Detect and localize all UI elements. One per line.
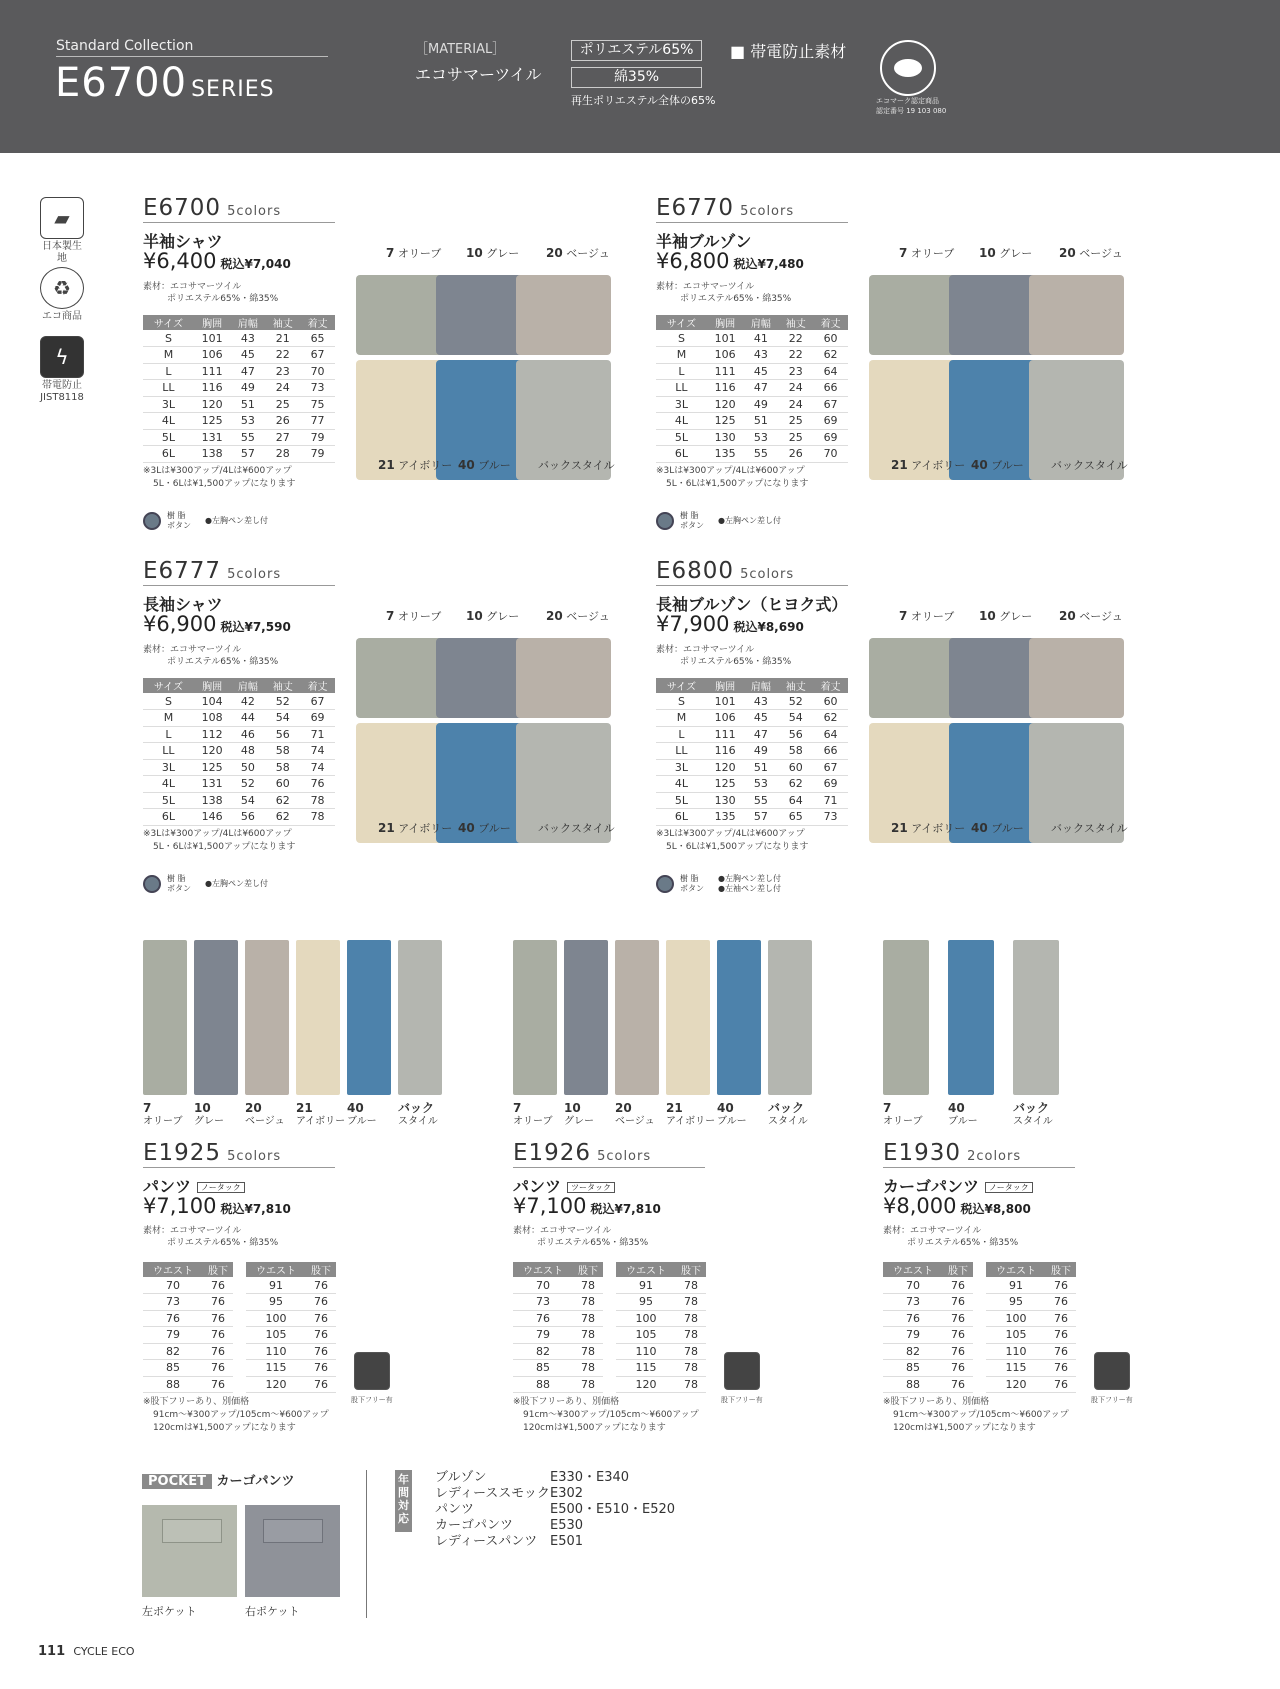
table-row: 3L 120 51 25 75 [143,396,335,413]
size-note: ※股下フリーあり、別価格 91cm〜¥300アップ/105cm〜¥600アップ 120cmは¥1,500アップになります [883,1397,1069,1433]
year-round-item: パンツ E500・E510・E520 [435,1502,676,1517]
pants-swatch [347,940,391,1095]
color-label: 40 ブルー [717,1101,747,1127]
table-row: 120 76 [246,1376,336,1393]
right-pocket-image [245,1505,340,1597]
table-row: 73 78 [513,1294,603,1311]
color-label: 40 ブルー [347,1101,377,1127]
color-label: 20 ベージュ [615,1101,655,1127]
product-price: ¥6,400 税込¥7,040 [143,249,291,273]
table-row: 115 76 [246,1360,336,1377]
table-row: 76 76 [883,1310,973,1327]
table-row: 100 78 [616,1310,706,1327]
table-row: 4L 125 53 62 69 [656,776,848,793]
size-table-left: ウエスト 股下 70 78 73 78 76 78 79 78 82 78 85 78 88 78 [513,1262,603,1393]
table-row: 120 76 [986,1376,1076,1393]
code-underline [656,222,848,223]
lightning-icon: ϟ [40,336,84,378]
product-code: E1926 5colors [513,1140,652,1166]
color-label: 7 オリーブ [883,1101,923,1127]
recycled-note: 再生ポリエステル全体の65% [571,94,716,107]
year-round-item: カーゴパンツ E530 [435,1518,584,1533]
pants-swatch [666,940,710,1095]
table-row: 91 76 [246,1277,336,1294]
page-footer: 111 CYCLE ECO [38,1644,135,1659]
table-row: S 101 43 52 60 [656,693,848,710]
table-row: 88 78 [513,1376,603,1393]
left-pocket-label: 左ポケット [142,1605,197,1618]
product-price: ¥7,900 税込¥8,690 [656,612,804,636]
button-type: 樹 脂 ボタン ●左胸ペン差し付 [143,874,268,894]
table-row: LL 116 49 24 73 [143,380,335,397]
code-underline [143,585,335,586]
pants-swatch [883,940,929,1095]
color-label: 10 グレー [979,609,1033,623]
color-label: バック スタイル [768,1101,808,1127]
color-label: 20 ベージュ [546,609,610,623]
table-row: 82 78 [513,1343,603,1360]
pants-swatch [564,940,608,1095]
product-name: カーゴパンツ ノータック [883,1174,1033,1197]
divider [366,1470,367,1618]
pants-swatch [615,940,659,1095]
product-code: E1925 5colors [143,1140,282,1166]
table-row: 3L 120 49 24 67 [656,396,848,413]
table-row: 120 78 [616,1376,706,1393]
pants-swatch [717,940,761,1095]
table-row: 110 76 [986,1343,1076,1360]
product-e1926 [513,940,873,1440]
table-row: 85 76 [143,1360,233,1377]
pants-swatch [296,940,340,1095]
color-label: 20 ベージュ [1059,246,1123,260]
table-row: 6L 138 57 28 79 [143,446,335,463]
table-row: 115 76 [986,1360,1076,1377]
table-row: 3L 120 51 60 67 [656,759,848,776]
table-row: LL 120 48 58 74 [143,743,335,760]
button-icon [143,512,161,530]
color-label: 21 アイボリー [378,458,453,472]
table-row: 4L 125 53 26 77 [143,413,335,430]
table-row: 95 78 [616,1294,706,1311]
table-row: 110 76 [246,1343,336,1360]
size-note: ※股下フリーあり、別価格 91cm〜¥300アップ/105cm〜¥600アップ 120cmは¥1,500アップになります [143,1397,329,1433]
product-e6800 [656,558,1156,893]
pants-swatch [768,940,812,1095]
fabric-cotton: 綿35% [571,67,702,88]
table-row: 82 76 [883,1343,973,1360]
pants-swatch [948,940,994,1095]
code-underline [656,585,848,586]
table-row: 85 78 [513,1360,603,1377]
size-note: ※3Lは¥300アップ/4Lは¥600アップ 5L・6Lは¥1,500アップになります [656,829,809,852]
fabric-roll-icon: ▰ [40,197,84,239]
table-row: 5L 138 54 62 78 [143,792,335,809]
product-name: 半袖シャツ [143,232,223,251]
size-table: サイズ 胸囲 肩幅 袖丈 着丈 S 101 43 52 60 M 106 45 54 62 L 111 47 56 64 LL 116 49 58 66 3L 120 51 60 67 4L 125 53 62 69 5L 130 55 64 71 6L 135 57 65 73 [656,678,848,826]
color-label: 40 ブルー [458,821,511,835]
material-note: 素材：エコサマーツイル ポリエステル65%・綿35% [513,1226,649,1248]
table-row: 79 76 [143,1327,233,1344]
garment-swatch [1029,275,1124,355]
product-e1925 [143,940,503,1440]
color-label: 40 ブルー [971,821,1024,835]
product-price: ¥7,100 税込¥7,810 [143,1194,291,1218]
color-label: 40 ブルー [971,458,1024,472]
table-row: 73 76 [883,1294,973,1311]
color-label: 10 グレー [466,246,520,260]
table-row: L 112 46 56 71 [143,726,335,743]
size-table: サイズ 胸囲 肩幅 袖丈 着丈 S 101 43 21 65 M 106 45 22 67 L 111 47 23 70 LL 116 49 24 73 3L 120 51 25 75 4L 125 53 26 77 5L 131 55 27 79 6L 138 57 28 79 [143,315,335,463]
size-table-left: ウエスト 股下 70 76 73 76 76 76 79 76 82 76 85 76 88 76 [883,1262,973,1393]
pants-length-icon [724,1352,760,1390]
material-name: エコサマーツイル [415,65,542,84]
pants-swatch [1013,940,1059,1095]
material-note: 素材：エコサマーツイル ポリエステル65%・綿35% [883,1226,1019,1248]
table-row: 6L 135 57 65 73 [656,809,848,826]
table-row: 79 76 [883,1327,973,1344]
product-code: E6700 5colors [143,195,282,221]
table-row: M 106 45 22 67 [143,347,335,364]
table-row: 85 76 [883,1360,973,1377]
recycle-icon: ♻ [40,267,84,309]
button-type: 樹 脂 ボタン ●左胸ペン差し付 [656,511,781,531]
table-row: 5L 131 55 27 79 [143,429,335,446]
color-label: 20 ベージュ [1059,609,1123,623]
color-label: 21 アイボリー [891,458,966,472]
product-name: パンツ ツータック [513,1174,615,1197]
color-label: 21 アイボリー [891,821,966,835]
table-row: 105 78 [616,1327,706,1344]
table-row: LL 116 49 58 66 [656,743,848,760]
product-code: E6770 5colors [656,195,795,221]
color-label: 7 オリーブ [386,246,442,260]
table-row: 115 78 [616,1360,706,1377]
table-row: 70 76 [883,1277,973,1294]
size-note: ※3Lは¥300アップ/4Lは¥600アップ 5L・6Lは¥1,500アップになります [143,829,296,852]
size-note: ※3Lは¥300アップ/4Lは¥600アップ 5L・6Lは¥1,500アップになります [656,466,809,489]
table-row: 5L 130 53 25 69 [656,429,848,446]
collection-label: Standard Collection [56,38,328,57]
year-round-item: レディーススモックE302 [435,1486,584,1501]
free-length-label: 股下フリー有 [351,1396,393,1404]
table-row: 95 76 [986,1294,1076,1311]
product-e6700 [143,195,643,530]
color-label: バックスタイル [1051,822,1128,835]
size-table: サイズ 胸囲 肩幅 袖丈 着丈 S 104 42 52 67 M 108 44 54 69 L 112 46 56 71 LL 120 48 58 74 3L 125 50 58 74 4L 131 52 60 76 5L 138 54 62 78 6L 146 56 62 78 [143,678,335,826]
free-length-label: 股下フリー有 [721,1396,763,1404]
color-label: バックスタイル [538,459,615,472]
table-row: 91 76 [986,1277,1076,1294]
table-row: 105 76 [246,1327,336,1344]
color-label: 7 オリーブ [143,1101,183,1127]
table-row: S 104 42 52 67 [143,693,335,710]
pants-swatch [513,940,557,1095]
table-row: 6L 135 55 26 70 [656,446,848,463]
product-name: 長袖ブルゾン（ヒヨク式） [656,595,848,614]
table-row: L 111 47 23 70 [143,363,335,380]
size-note: ※3Lは¥300アップ/4Lは¥600アップ 5L・6Lは¥1,500アップになります [143,466,296,489]
product-price: ¥6,900 税込¥7,590 [143,612,291,636]
size-table-left: ウエスト 股下 70 76 73 76 76 76 79 76 82 76 85 76 88 76 [143,1262,233,1393]
table-row: 3L 125 50 58 74 [143,759,335,776]
eco-mark-icon [880,40,936,96]
table-row: M 106 43 22 62 [656,347,848,364]
color-label: 40 ブルー [458,458,511,472]
year-round-tag: 年間対応 [395,1470,412,1532]
product-e6770 [656,195,1156,530]
badge-antistatic: ϟ 帯電防止 JIST8118 [38,336,86,404]
button-type: 樹 脂 ボタン ●左胸ペン差し付 [143,511,268,531]
size-table-right: ウエスト 股下 91 76 95 76 100 76 105 76 110 76 115 76 120 76 [986,1262,1076,1393]
color-label: 21 アイボリー [666,1101,716,1127]
color-label: 7 オリーブ [899,609,955,623]
color-label: バック スタイル [398,1101,438,1127]
pocket-title: POCKET カーゴパンツ [142,1470,295,1489]
product-name: 半袖ブルゾン [656,232,752,251]
color-label: 20 ベージュ [546,246,610,260]
product-code: E1930 2colors [883,1140,1022,1166]
product-e1930 [883,940,1243,1440]
table-row: 110 78 [616,1343,706,1360]
color-label: 7 オリーブ [386,609,442,623]
garment-swatch [516,638,611,718]
year-round-item: ブルゾン E330・E340 [435,1470,630,1485]
table-row: 73 76 [143,1294,233,1311]
eco-mark-text: エコマーク認定商品 認定番号 19 103 080 [876,97,947,115]
code-underline [143,1167,335,1168]
size-table: サイズ 胸囲 肩幅 袖丈 着丈 S 101 41 22 60 M 106 43 22 62 L 111 45 23 64 LL 116 47 24 66 3L 120 49 24 67 4L 125 51 25 69 5L 130 53 25 69 6L 135 55 26 70 [656,315,848,463]
button-type: 樹 脂 ボタン ●左胸ペン差し付 ●左袖ペン差し付 [656,874,781,894]
color-label: 21 アイボリー [296,1101,346,1127]
table-row: L 111 47 56 64 [656,726,848,743]
color-label: 10 グレー [466,609,520,623]
fabric-polyester: ポリエステル65% [571,40,702,61]
table-row: 100 76 [986,1310,1076,1327]
left-pocket-image [142,1505,237,1597]
table-row: 91 78 [616,1277,706,1294]
color-label: 21 アイボリー [378,821,453,835]
year-round-item: レディースパンツ E501 [435,1534,584,1549]
badge-eco: ♻ エコ商品 [38,267,86,323]
badge-japan-fabric: ▰ 日本製生地 [38,197,86,265]
table-row: 76 78 [513,1310,603,1327]
table-row: 79 78 [513,1327,603,1344]
table-row: LL 116 47 24 66 [656,380,848,397]
table-row: 4L 131 52 60 76 [143,776,335,793]
pants-length-icon [1094,1352,1130,1390]
table-row: 6L 146 56 62 78 [143,809,335,826]
series-title: E6700 SERIES [55,60,275,106]
code-underline [513,1167,705,1168]
color-label: 10 グレー [979,246,1033,260]
color-label: 10 グレー [194,1101,224,1127]
color-label: バックスタイル [1051,459,1128,472]
table-row: S 101 43 21 65 [143,330,335,347]
color-label: バック スタイル [1013,1101,1053,1127]
material-note: 素材：エコサマーツイル ポリエステル65%・綿35% [143,1226,279,1248]
table-row: M 106 45 54 62 [656,710,848,727]
table-row: 4L 125 51 25 69 [656,413,848,430]
pants-swatch [143,940,187,1095]
table-row: 82 76 [143,1343,233,1360]
size-table-right: ウエスト 股下 91 78 95 78 100 78 105 78 110 78 115 78 120 78 [616,1262,706,1393]
material-note: 素材：エコサマーツイル ポリエステル65%・綿35% [143,645,279,667]
color-label: 7 オリーブ [899,246,955,260]
product-code: E6777 5colors [143,558,282,584]
antistatic-feature: ■ 帯電防止素材 [730,42,847,61]
product-price: ¥7,100 税込¥7,810 [513,1194,661,1218]
size-table-right: ウエスト 股下 91 76 95 76 100 76 105 76 110 76 115 76 120 76 [246,1262,336,1393]
table-row: 100 76 [246,1310,336,1327]
product-code: E6800 5colors [656,558,795,584]
color-label: バックスタイル [538,822,615,835]
table-row: 70 78 [513,1277,603,1294]
table-row: 76 76 [143,1310,233,1327]
product-name: パンツ ノータック [143,1174,245,1197]
garment-swatch [1029,638,1124,718]
button-icon [656,512,674,530]
color-label: 20 ベージュ [245,1101,285,1127]
table-row: 88 76 [883,1376,973,1393]
table-row: 5L 130 55 64 71 [656,792,848,809]
free-length-label: 股下フリー有 [1091,1396,1133,1404]
table-row: M 108 44 54 69 [143,710,335,727]
code-underline [143,222,335,223]
table-row: 105 76 [986,1327,1076,1344]
year-round-list [435,1470,675,1550]
button-icon [656,875,674,893]
material-note: 素材：エコサマーツイル ポリエステル65%・綿35% [143,282,279,304]
color-label: 40 ブルー [948,1101,978,1127]
table-row: 70 76 [143,1277,233,1294]
table-row: L 111 45 23 64 [656,363,848,380]
product-name: 長袖シャツ [143,595,223,614]
material-note: 素材：エコサマーツイル ポリエステル65%・綿35% [656,282,792,304]
color-label: 10 グレー [564,1101,594,1127]
material-note: 素材：エコサマーツイル ポリエステル65%・綿35% [656,645,792,667]
header-band [0,0,1280,153]
table-row: 88 76 [143,1376,233,1393]
pants-length-icon [354,1352,390,1390]
color-label: 7 オリーブ [513,1101,553,1127]
product-e6777 [143,558,643,893]
garment-swatch [516,275,611,355]
code-underline [883,1167,1075,1168]
pants-swatch [398,940,442,1095]
pants-swatch [194,940,238,1095]
right-pocket-label: 右ポケット [245,1605,300,1618]
table-row: 95 76 [246,1294,336,1311]
table-row: S 101 41 22 60 [656,330,848,347]
material-label: ［MATERIAL］ [415,42,506,57]
product-price: ¥6,800 税込¥7,480 [656,249,804,273]
product-price: ¥8,000 税込¥8,800 [883,1194,1031,1218]
button-icon [143,875,161,893]
pants-swatch [245,940,289,1095]
size-note: ※股下フリーあり、別価格 91cm〜¥300アップ/105cm〜¥600アップ 120cmは¥1,500アップになります [513,1397,699,1433]
